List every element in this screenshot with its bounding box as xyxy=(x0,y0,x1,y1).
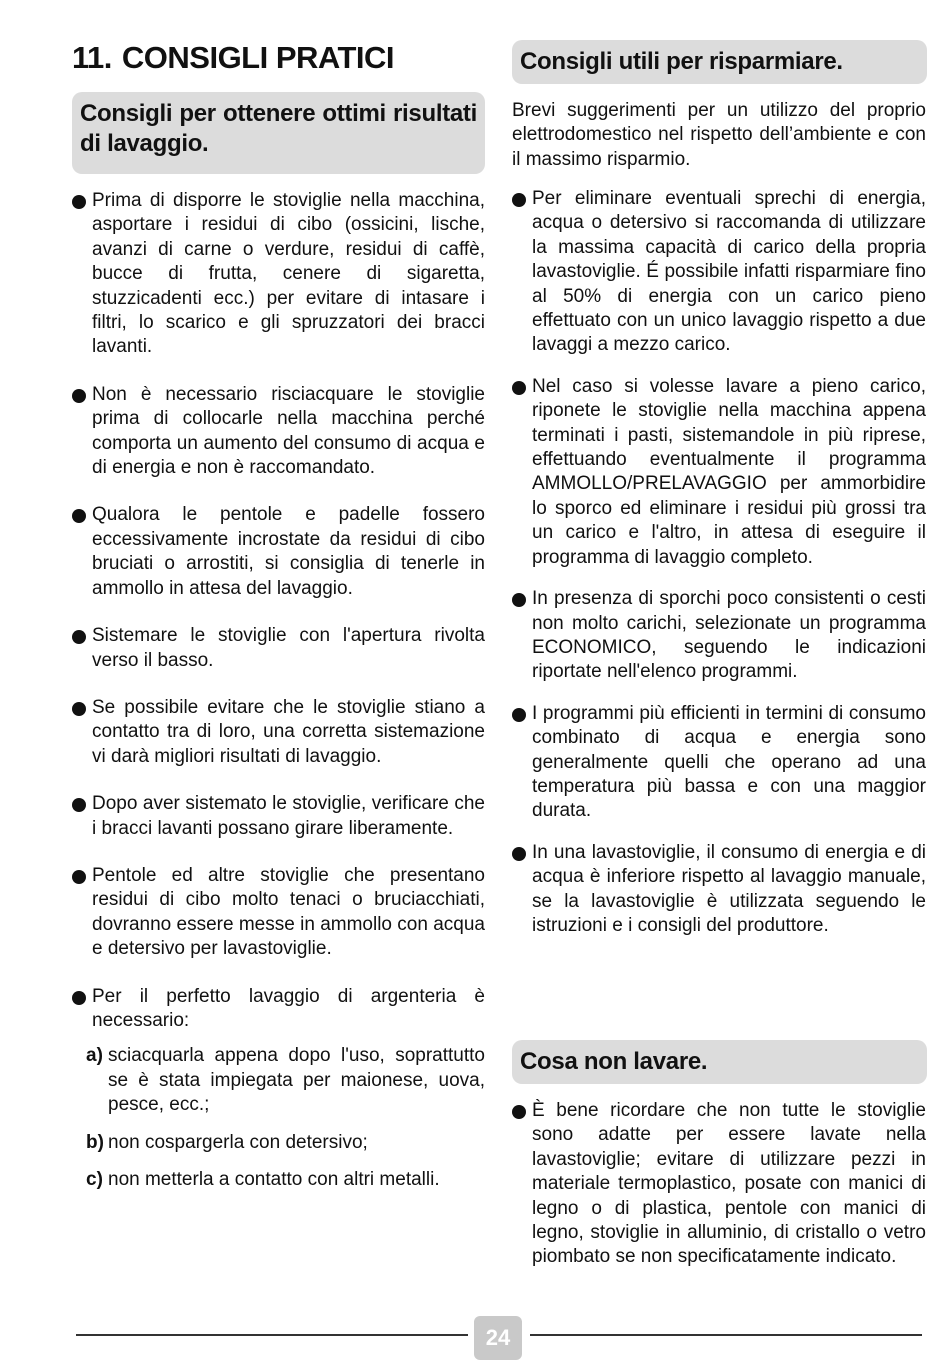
bullet-dot-icon xyxy=(72,195,86,209)
bullet-dot-icon xyxy=(512,1105,526,1119)
washing-tips-list xyxy=(72,189,485,1192)
bullet-dot-icon xyxy=(512,708,526,722)
list-item: In una lavastoviglie, il consumo di energia e di acqua è inferiore rispetto al lavaggio manuale, se la lavastoviglie è utilizzata seguendo le istruzioni e i consigli del produttore. xyxy=(512,841,926,939)
footer-rule-left xyxy=(76,1334,468,1336)
bullet-dot-icon xyxy=(72,509,86,523)
list-item: Per il perfetto lavaggio di argenteria è necessario: a) sciacquarla appena dopo l'uso, soprattutto se è stata impiegata per maionese, uova, pesce, ecc.; b) non cospargerla con detersivo; c) non metterla a contatto con altri metalli. xyxy=(72,985,485,1193)
bullet-dot-icon xyxy=(512,193,526,207)
bullet-dot-icon xyxy=(72,702,86,716)
list-item: Prima di disporre le stoviglie nella macchina, asportare i residui di cibo (ossicini, lische, avanzi di carne o verdure, residui di caffè, bucce di frutta, cenere di sigaretta, stuzzicadenti ecc.) per evitare di intasare i filtri, lo scarico e gli spruzzatori dei bracci lavanti. xyxy=(72,189,485,360)
list-item: Dopo aver sistemato le stoviglie, verificare che i bracci lavanti possano girare liberamente. xyxy=(72,792,485,841)
list-item: Non è necessario risciacquare le stoviglie prima di collocarle nella macchina perché comporta un aumento del consumo di acqua e di energia e non è raccomandato. xyxy=(72,383,485,481)
list-item: È bene ricordare che non tutte le stoviglie sono adatte per essere lavate nella lavastoviglie; evitare di utilizzare pezzi in materiale termoplastico, posate con manici di legno o di plastica, pentole con manici di legno, stoviglie in alluminio, di cristallo o vetro piombato se non specificatamente indicato. xyxy=(512,1099,926,1270)
list-item: Per eliminare eventuali sprechi di energia, acqua o detersivo si raccomanda di utilizzare la massima capacità di carico della propria lavastoviglie. É possibile infatti risparmiare fino al 50% di energia con un carico pieno effettuato con un unico lavaggio rispetto a due lavaggi a mezzo carico. xyxy=(512,187,926,358)
chapter-number: 11. xyxy=(72,40,112,75)
list-item: Qualora le pentole e padelle fossero eccessivamente incrostate da residui di cibo bruciati o arrostiti, si consiglia di tenerle in ammollo in attesa del lavaggio. xyxy=(72,503,485,601)
bullet-dot-icon xyxy=(72,870,86,884)
bullet-dot-icon xyxy=(72,798,86,812)
list-item: Nel caso si volesse lavare a pieno carico, riponete le stoviglie nella macchina appena terminati i pasti, sistemandole in più riprese, effettuando eventualmente il programma AMMOLLO/PRELAVAGGIO per ammorbidire lo sporco ed eliminare i residui più grossi tra un carico e l'altro, in attesa di eseguire il programma di lavaggio completo. xyxy=(512,375,926,570)
footer-rule-right xyxy=(530,1334,922,1336)
bullet-dot-icon xyxy=(512,593,526,607)
sub-item: b) non cospargerla con detersivo; xyxy=(86,1131,368,1153)
chapter-title: CONSIGLI PRATICI xyxy=(121,40,395,75)
sub-item: a) sciacquarla appena dopo l'uso, soprattutto se è stata impiegata per maionese, uova, pesce, ecc.; xyxy=(86,1045,485,1116)
list-item: Sistemare le stoviglie con l'apertura rivolta verso il basso. xyxy=(72,624,485,673)
silverware-sublist xyxy=(86,1044,485,1192)
bullet-dot-icon xyxy=(512,381,526,395)
bullet-dot-icon xyxy=(72,630,86,644)
section-heading-do-not-wash: Cosa non lavare. xyxy=(512,1040,927,1084)
saving-intro: Brevi suggerimenti per un utilizzo del proprio elettrodomestico nel rispetto dell’ambiente e con il massimo risparmio. xyxy=(512,100,926,170)
saving-tips-list xyxy=(512,187,926,938)
list-item: Pentole ed altre stoviglie che presentano residui di cibo molto tenaci o bruciacchiati, dovranno essere messe in ammollo con acqua e detersivo per lavastoviglie. xyxy=(72,864,485,962)
bullet-dot-icon xyxy=(512,847,526,861)
bullet-dot-icon xyxy=(72,389,86,403)
list-item: I programmi più efficienti in termini di consumo combinato di acqua e energia sono generalmente quelli che operano ad una temperatura più bassa e con una maggior durata. xyxy=(512,702,926,824)
section-heading-saving-tips: Consigli utili per risparmiare. xyxy=(512,40,927,84)
sub-item: c) non metterla a contatto con altri metalli. xyxy=(86,1169,440,1190)
list-item: In presenza di sporchi poco consistenti o cesti non molto carichi, selezionate un programma ECONOMICO, seguendo le indicazioni riportate nell'elenco programmi. xyxy=(512,587,926,685)
section-heading-washing-tips: Consigli per ottenere ottimi risultati di lavaggio. xyxy=(72,92,485,174)
page-title xyxy=(72,38,394,78)
list-item: Se possibile evitare che le stoviglie stiano a contatto tra di loro, una corretta sistemazione vi darà migliori risultati di lavaggio. xyxy=(72,696,485,769)
page-number: 24 xyxy=(474,1316,522,1360)
do-not-wash-list xyxy=(512,1099,926,1270)
bullet-dot-icon xyxy=(72,991,86,1005)
